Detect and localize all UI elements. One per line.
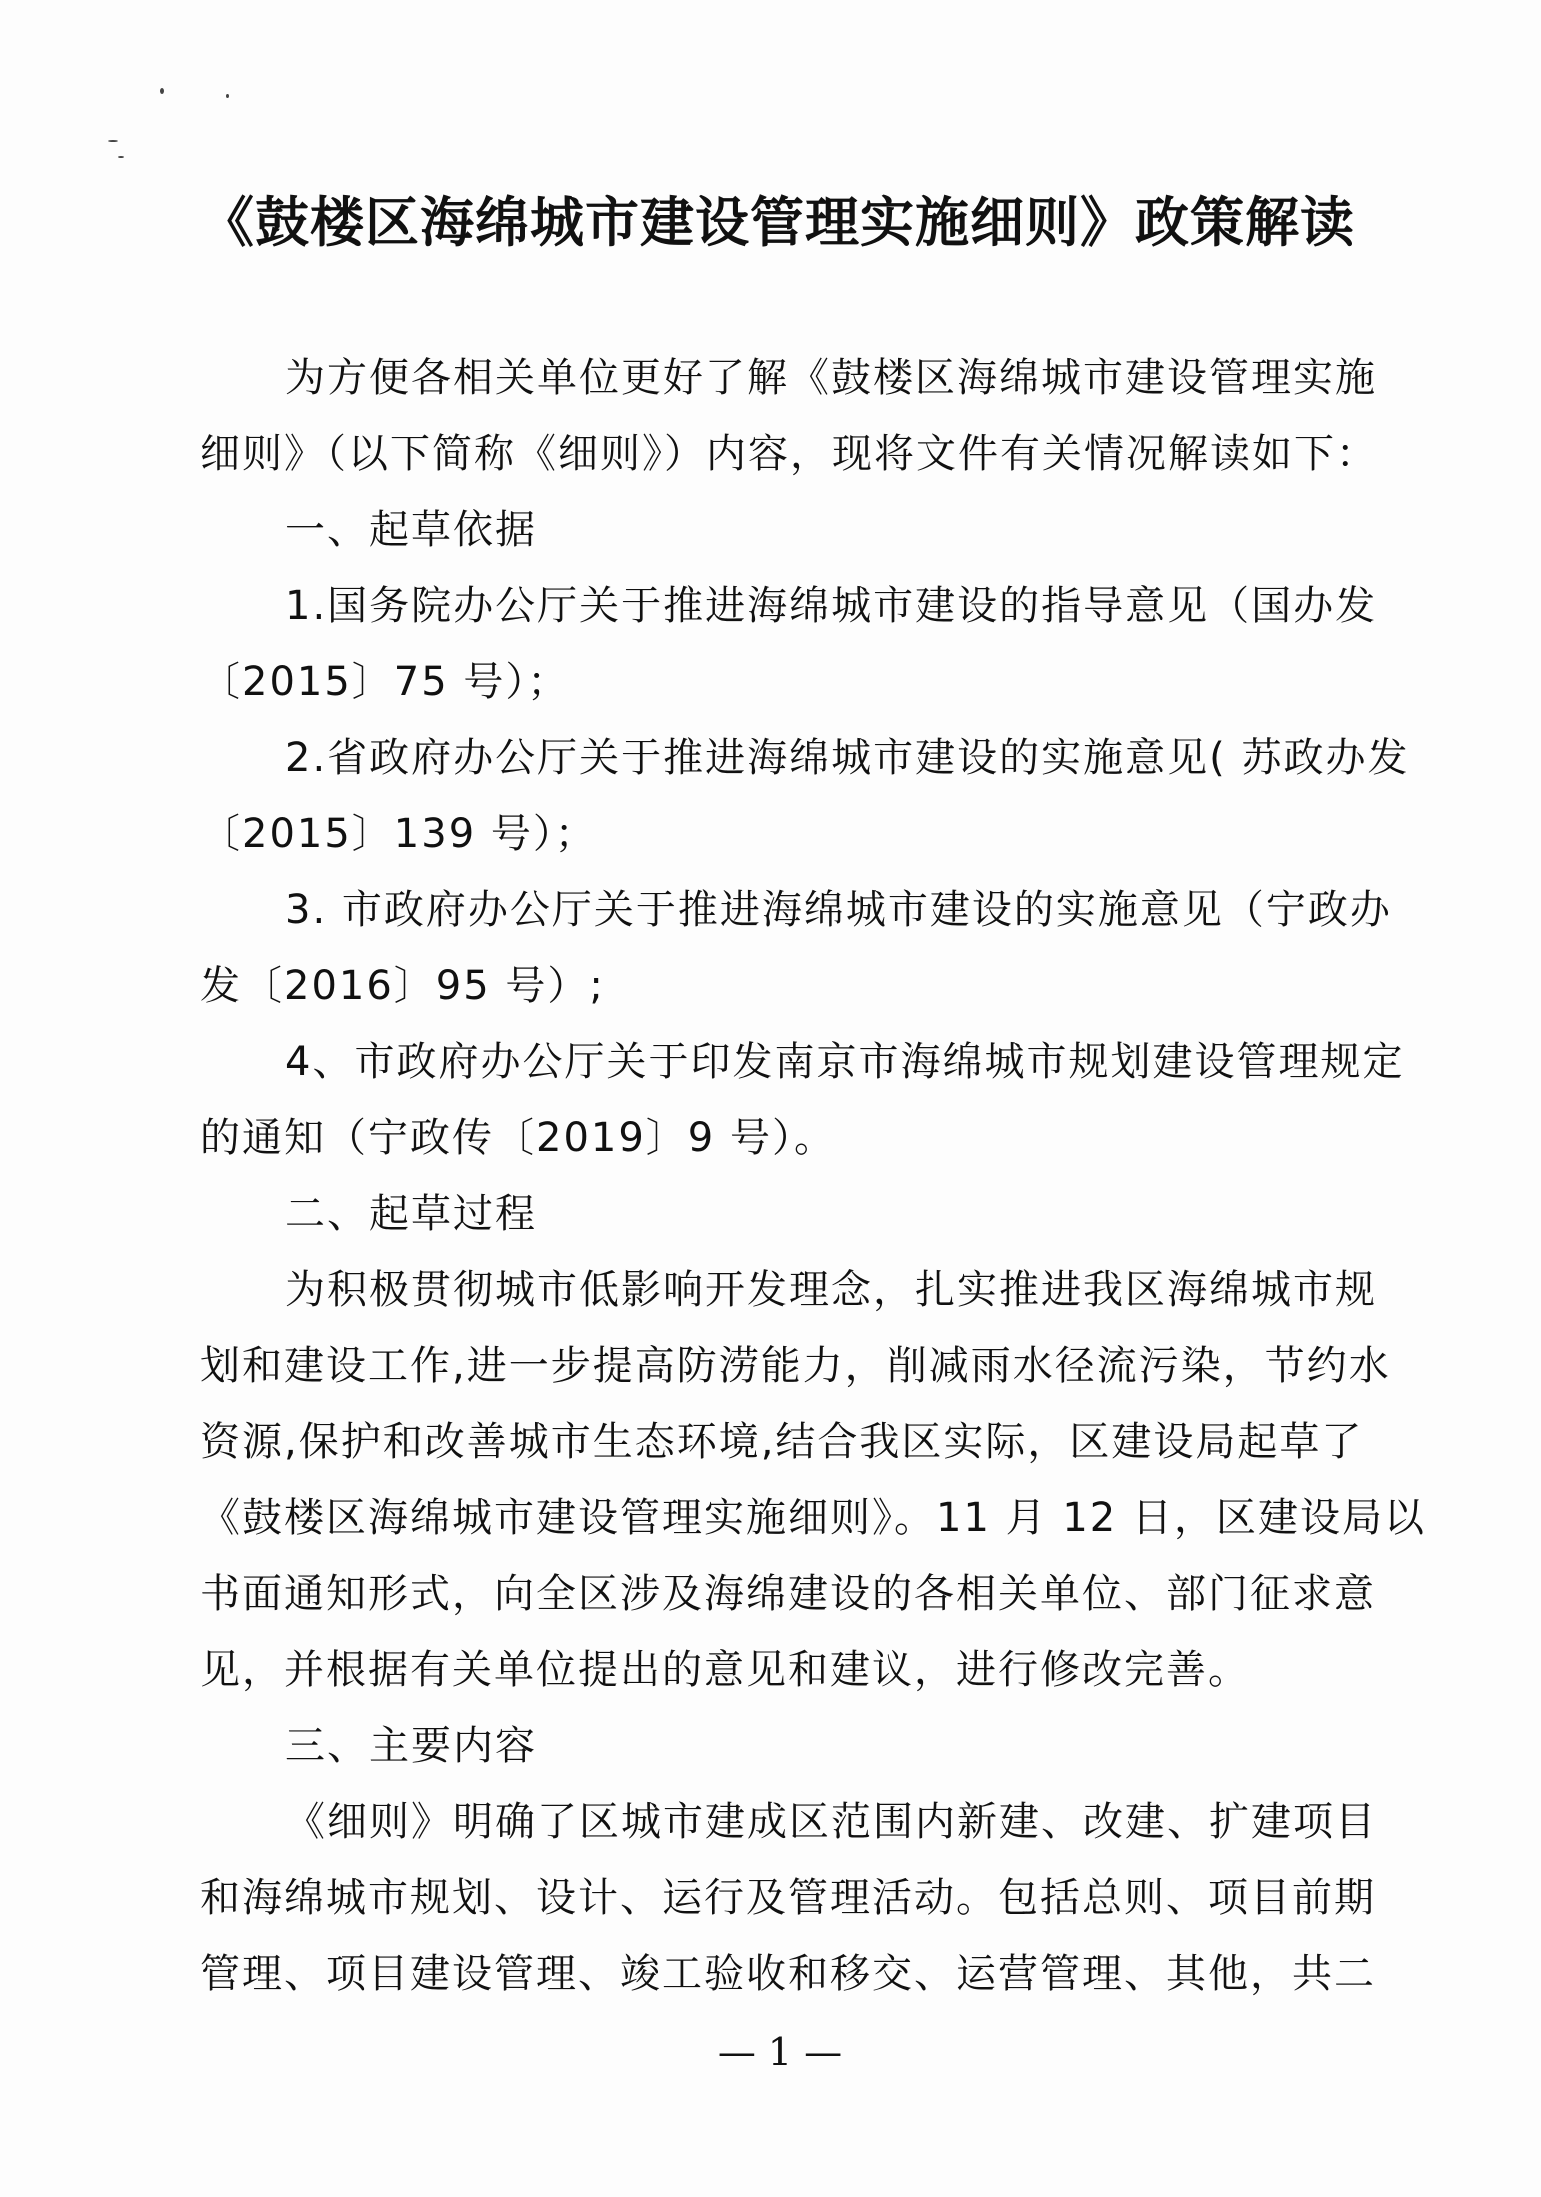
scan-speck: [118, 156, 124, 158]
section-heading-3: 三、主要内容: [285, 1723, 537, 1769]
body-line-17: 书面通知形式，向全区涉及海绵建设的各相关单位、部门征求意: [200, 1571, 1376, 1617]
scan-speck: [108, 140, 118, 142]
document-title: 《鼓楼区海绵城市建设管理实施细则》政策解读: [200, 191, 1355, 254]
body-line-18: 见，并根据有关单位提出的意见和建议，进行修改完善。: [200, 1647, 1250, 1693]
body-line-21: 和海绵城市规划、设计、运行及管理活动。包括总则、项目前期: [200, 1875, 1376, 1921]
body-line-11: 的通知（宁政传〔2019〕9 号）。: [200, 1115, 836, 1161]
body-line-1: 为方便各相关单位更好了解《鼓楼区海绵城市建设管理实施: [285, 355, 1377, 401]
body-line-4: 1.国务院办公厅关于推进海绵城市建设的指导意见（国办发: [285, 583, 1378, 629]
page-number: — 1 —: [717, 2030, 843, 2074]
scan-speck: [226, 94, 229, 98]
body-line-14: 划和建设工作,进一步提高防涝能力，削减雨水径流污染，节约水: [200, 1343, 1391, 1389]
body-line-10: 4、市政府办公厅关于印发南京市海绵城市规划建设管理规定: [285, 1039, 1405, 1085]
body-line-22: 管理、项目建设管理、竣工验收和移交、运营管理、其他，共二: [200, 1951, 1376, 1997]
body-line-15: 资源,保护和改善城市生态环境,结合我区实际，区建设局起草了: [200, 1419, 1364, 1465]
body-line-8: 3. 市政府办公厅关于推进海绵城市建设的实施意见（宁政办: [285, 887, 1392, 933]
body-line-16: 《鼓楼区海绵城市建设管理实施细则》。11 月 12 日，区建设局以: [200, 1495, 1426, 1541]
body-line-9: 发〔2016〕95 号）;: [200, 963, 605, 1009]
body-line-20: 《细则》明确了区城市建成区范围内新建、改建、扩建项目: [285, 1799, 1377, 1845]
scan-speck: [160, 88, 164, 94]
body-line-13: 为积极贯彻城市低影响开发理念，扎实推进我区海绵城市规: [285, 1267, 1377, 1313]
body-line-2: 细则》（以下简称《细则》）内容，现将文件有关情况解读如下：: [200, 431, 1378, 477]
body-line-6: 2.省政府办公厅关于推进海绵城市建设的实施意见( 苏政办发: [285, 735, 1410, 781]
section-heading-1: 一、起草依据: [285, 507, 537, 553]
body-line-7: 〔2015〕139 号）；: [200, 811, 597, 857]
body-line-5: 〔2015〕75 号）；: [200, 659, 570, 705]
section-heading-2: 二、起草过程: [285, 1191, 537, 1237]
